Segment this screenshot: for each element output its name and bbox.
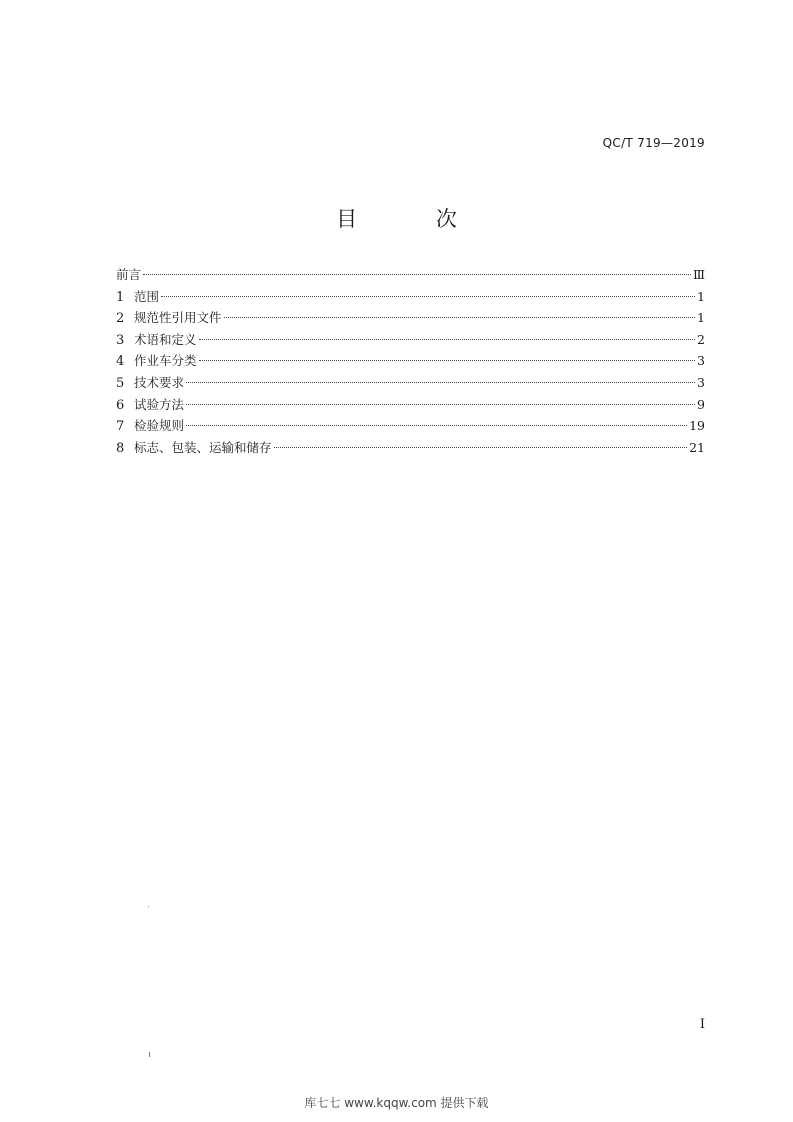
toc-entry-label: 检验规则 [134,418,185,434]
page-number: I [699,1017,705,1032]
toc-entry-page: 1 [697,288,705,304]
toc-entry-page: 3 [697,353,705,369]
toc-entry-label: 作业车分类 [134,353,197,369]
dot-leader [161,296,695,297]
toc-entry-label: 规范性引用文件 [134,310,222,326]
toc-entry-8[interactable] [116,437,705,459]
toc-entry-page: 19 [689,418,705,434]
toc-entry-number: 1 [116,289,125,305]
toc-entry-3[interactable] [116,329,705,351]
scan-speck [149,1052,150,1057]
dot-leader [186,382,695,383]
download-footer: 库七七 www.kqqw.com 提供下载 [304,1096,489,1110]
toc-entry-7[interactable] [116,415,705,437]
dot-leader [224,317,696,318]
dot-leader [186,425,687,426]
toc-entry-number: 4 [116,354,125,370]
dot-leader [274,447,688,448]
toc-entry-2[interactable] [116,307,705,329]
toc-entry-page: 21 [689,439,705,455]
table-of-contents [116,264,705,458]
toc-entry-label: 技术要求 [134,374,185,390]
toc-entry-number: 6 [116,397,125,413]
toc-entry-number: 7 [116,419,125,435]
toc-entry-1[interactable] [116,286,705,308]
scan-speck [148,906,149,907]
toc-entry-label: 术语和定义 [134,331,197,347]
dot-leader [143,274,691,275]
toc-entry-foreword[interactable] [116,264,705,286]
toc-entry-label: 试验方法 [134,396,185,412]
dot-leader [199,339,696,340]
standard-code: QC/T 719—2019 [602,136,705,150]
dot-leader [186,404,695,405]
toc-entry-number: 8 [116,440,125,456]
toc-entry-number: 2 [116,311,125,327]
toc-entry-page: 9 [697,396,705,412]
toc-entry-page: 1 [697,310,705,326]
toc-entry-label: 范围 [134,288,160,304]
toc-entry-number: 3 [116,332,125,348]
toc-entry-4[interactable] [116,350,705,372]
toc-entry-label: 前言 [116,267,142,282]
dot-leader [199,360,696,361]
toc-entry-page: 2 [697,331,705,347]
toc-entry-page: Ⅲ [692,267,705,282]
toc-entry-6[interactable] [116,394,705,416]
toc-entry-number: 5 [116,375,125,391]
toc-entry-page: 3 [697,374,705,390]
toc-entry-5[interactable] [116,372,705,394]
toc-entry-label: 标志、包装、运输和储存 [134,439,272,455]
toc-title: 目 次 [336,207,493,231]
